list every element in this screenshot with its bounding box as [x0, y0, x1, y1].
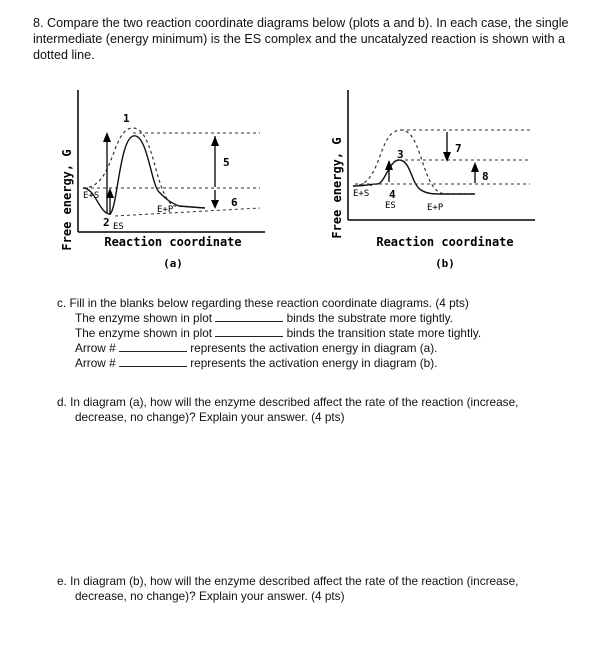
- part-c-row-1-suffix: binds the substrate more tightly.: [286, 311, 453, 325]
- diagram-b-arrow-8-head: [471, 162, 479, 172]
- question-line-2: intermediate (energy minimum) is the ES complex and the uncatalyzed reaction is shown with a: [33, 32, 565, 46]
- part-c-row-2-prefix: The enzyme shown in plot: [75, 326, 213, 340]
- part-e-line-2: decrease, no change)? Explain your answer. (4 pts): [75, 589, 345, 603]
- diagram-b-label-8: 8: [482, 170, 489, 183]
- part-c-row-1-prefix: The enzyme shown in plot: [75, 311, 213, 325]
- part-c-row-2: [57, 326, 481, 341]
- part-c: [57, 296, 481, 371]
- diagram-b-label-4: 4: [389, 188, 396, 201]
- diagram-a-ep-level: [115, 208, 260, 216]
- diagram-b-label-7: 7: [455, 142, 462, 155]
- diagram-a-ylabel: Free energy, G: [60, 149, 74, 251]
- diagram-b-label-3: 3: [397, 148, 404, 161]
- part-c-row-3-prefix: Arrow #: [75, 341, 116, 355]
- arrow-a-blank[interactable]: [119, 341, 187, 352]
- diagram-a-label-1: 1: [123, 112, 130, 125]
- part-c-row-1: [57, 311, 481, 326]
- arrow-b-blank[interactable]: [119, 356, 187, 367]
- question-line-3: dotted line.: [33, 48, 95, 62]
- part-c-intro: c. Fill in the blanks below regarding these reaction coordinate diagrams. (4 pts): [57, 296, 469, 310]
- diagram-b-label-es-start: E+S: [353, 189, 370, 199]
- diagram-b-catalyzed-curve: [353, 160, 475, 194]
- diagram-b-label-ep: E+P: [427, 203, 444, 213]
- part-e-line-1: e. In diagram (b), how will the enzyme described affect the rate of the reaction (increase,: [57, 574, 519, 588]
- diagram-a-label-es-start: E+S: [83, 191, 100, 201]
- part-c-row-3-suffix: represents the activation energy in diagram (a).: [190, 341, 438, 355]
- diagram-b-xlabel: Reaction coordinate: [376, 235, 514, 249]
- question-text: [33, 15, 569, 63]
- diagram-a-arrow-1-head: [103, 132, 111, 142]
- diagram-a-label-6: 6: [231, 196, 238, 209]
- plot-transition-state-blank[interactable]: [215, 326, 283, 337]
- diagram-a-label-5: 5: [223, 156, 230, 169]
- part-d-line-2: decrease, no change)? Explain your answer. (4 pts): [75, 410, 345, 424]
- part-c-row-4-prefix: Arrow #: [75, 356, 116, 370]
- question-line-1: 8. Compare the two reaction coordinate diagrams below (plots a and b). In each case, the single: [33, 16, 569, 30]
- diagram-a-caption: (a): [163, 257, 183, 270]
- plot-substrate-blank[interactable]: [215, 311, 283, 322]
- part-e: [57, 574, 518, 604]
- diagram-a-label-ep: E+P: [157, 205, 174, 215]
- diagram-a-label-2: 2: [103, 216, 110, 229]
- diagram-b: [325, 80, 545, 280]
- part-c-row-2-suffix: binds the transition state more tightly.: [286, 326, 482, 340]
- diagram-a-uncatalyzed-curve: [83, 128, 205, 208]
- diagram-a-xlabel: Reaction coordinate: [104, 235, 242, 249]
- diagram-b-label-es: ES: [385, 201, 396, 211]
- part-c-row-3: [57, 341, 481, 356]
- part-c-row-4-suffix: represents the activation energy in diagram (b).: [190, 356, 438, 370]
- diagram-a-label-es: ES: [113, 222, 124, 232]
- diagram-a-catalyzed-curve: [83, 136, 205, 214]
- part-d-line-1: d. In diagram (a), how will the enzyme described affect the rate of the reaction (increase,: [57, 395, 519, 409]
- part-c-row-4: [57, 356, 481, 371]
- diagram-a: [55, 80, 275, 280]
- diagram-a-arrow-5-head: [211, 136, 219, 146]
- diagram-b-caption: (b): [435, 257, 455, 270]
- diagram-b-ylabel: Free energy, G: [330, 137, 344, 239]
- diagram-a-arrow-6-head: [211, 200, 219, 209]
- part-d: [57, 395, 518, 425]
